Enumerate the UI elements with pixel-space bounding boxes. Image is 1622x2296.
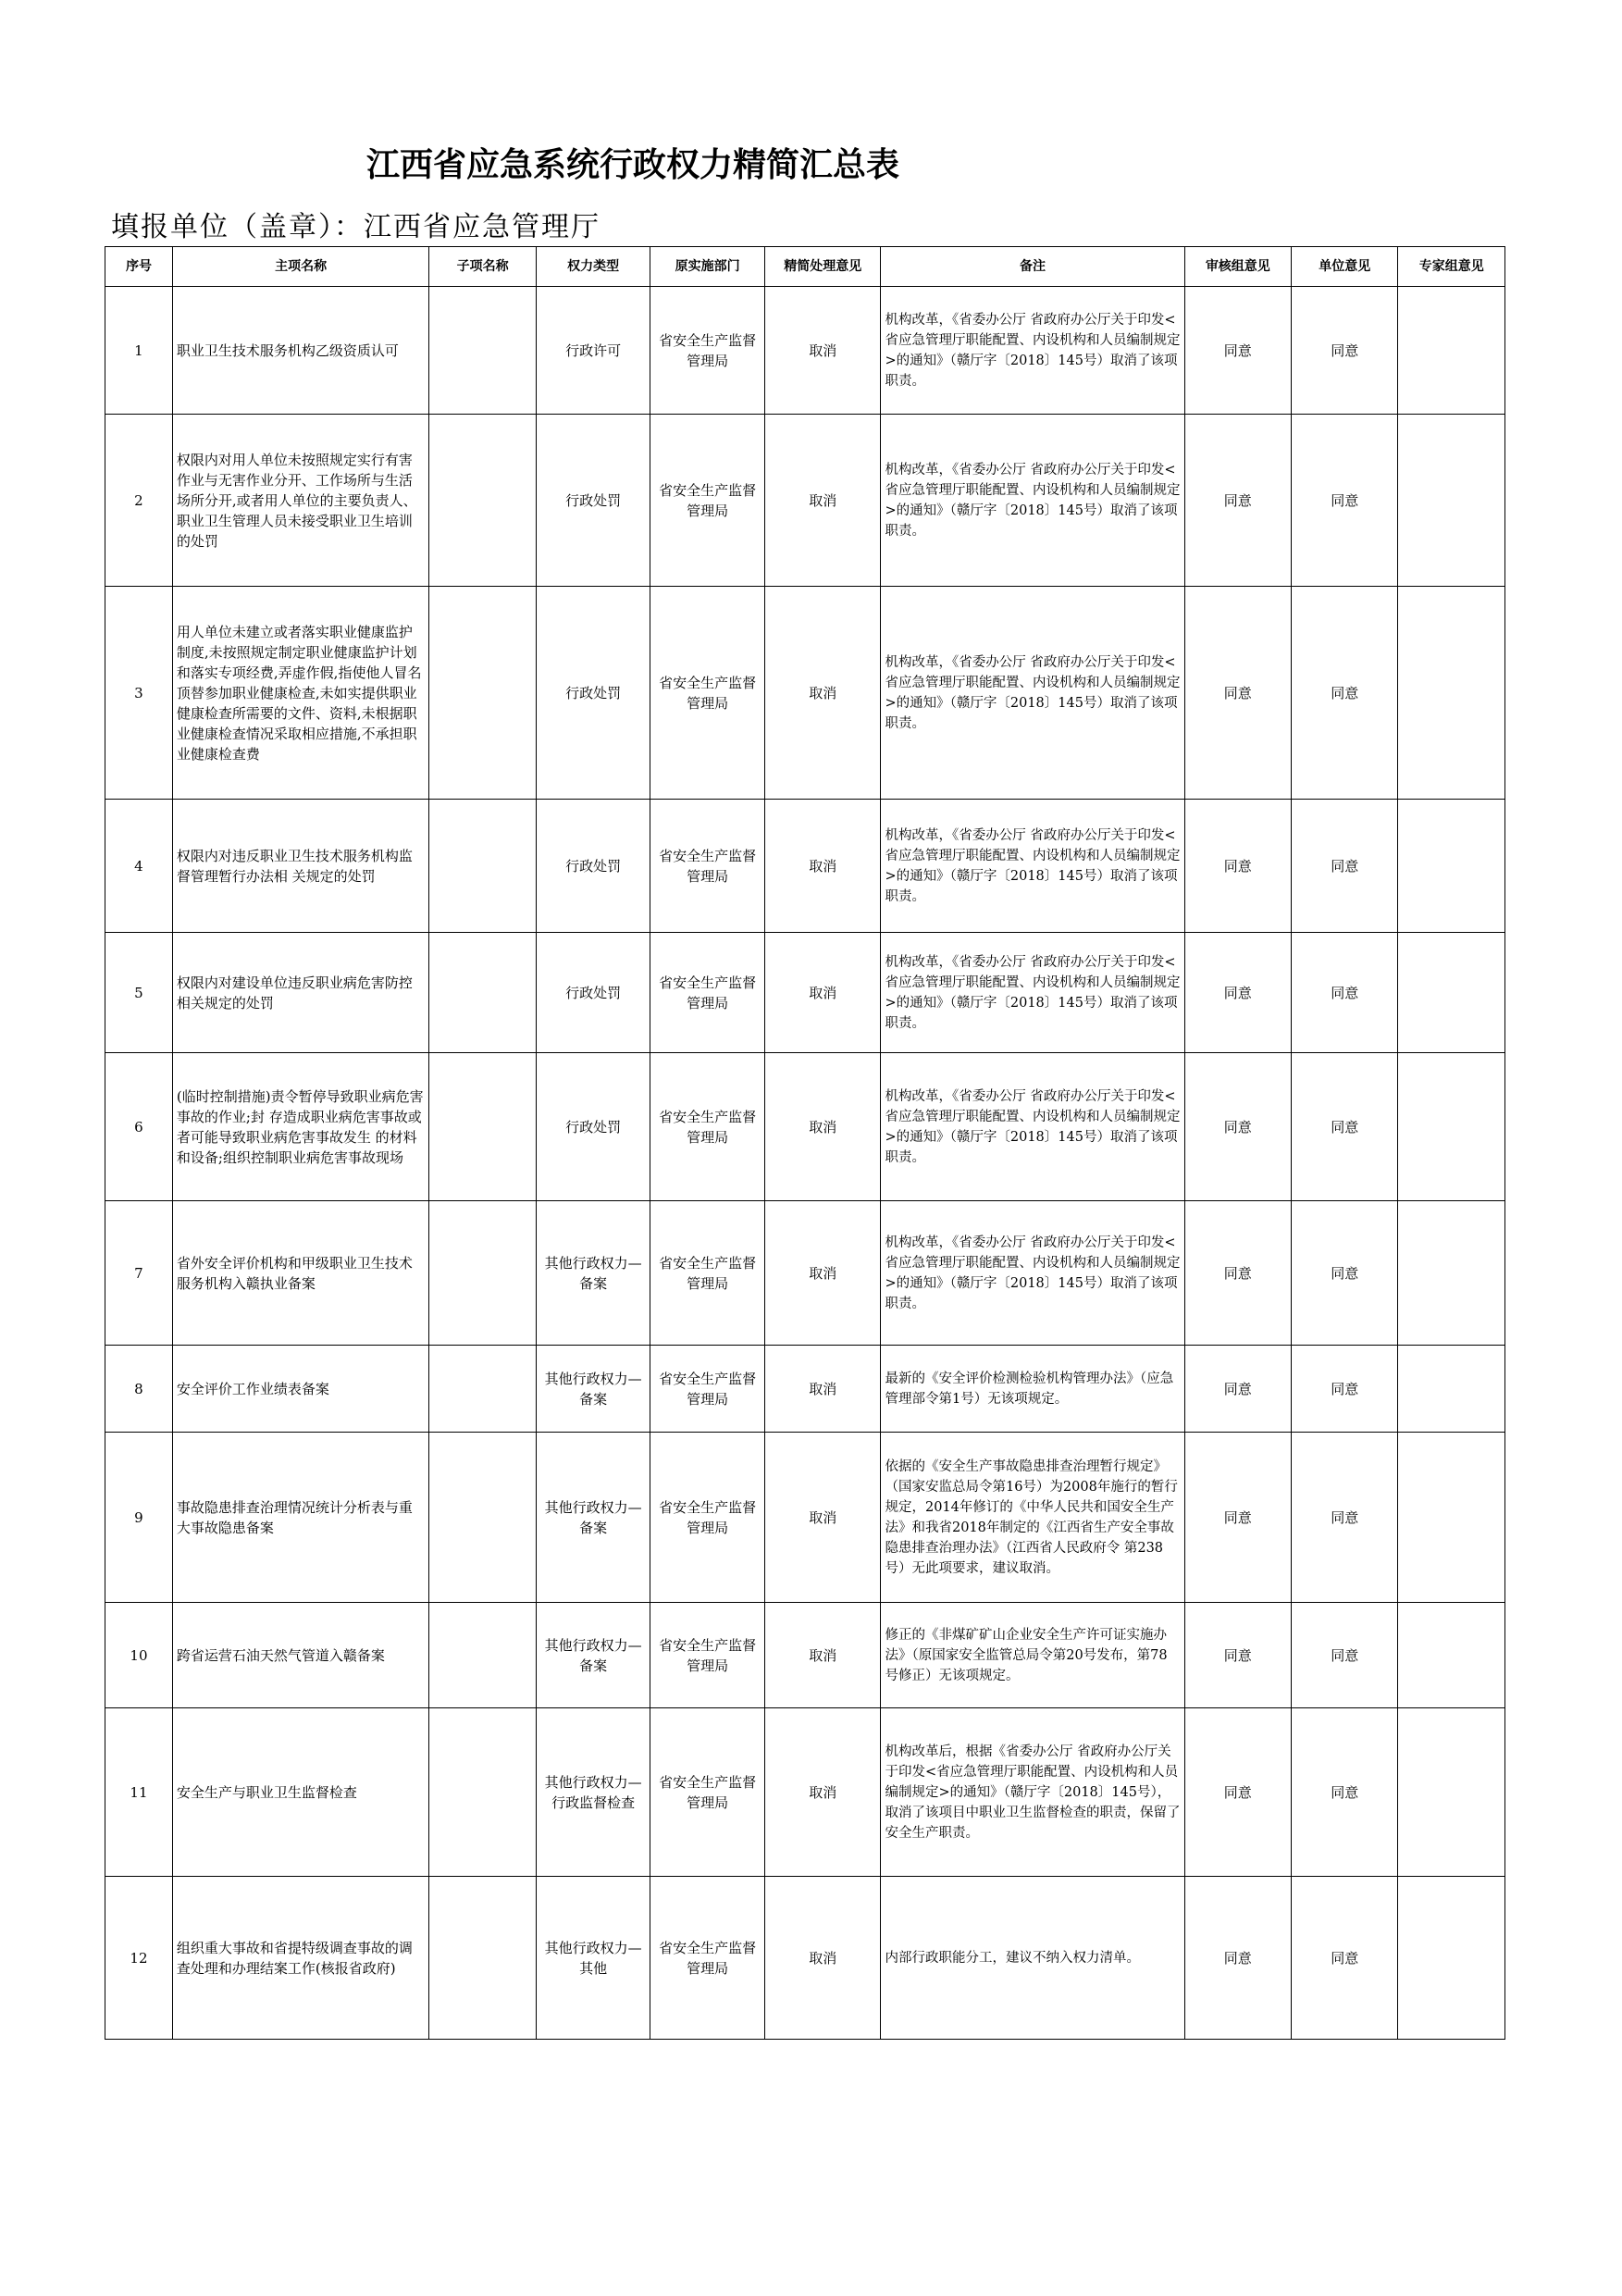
cell-expert-opinion <box>1398 1708 1505 1877</box>
cell-sub-item <box>429 800 536 933</box>
cell-item-name: 权限内对违反职业卫生技术服务机构监督管理暂行办法相 关规定的处罚 <box>172 800 428 933</box>
cell-unit-opinion: 同意 <box>1292 287 1398 415</box>
cell-note: 机构改革，《省委办公厅 省政府办公厅关于印发<省应急管理厅职能配置、内设机构和人员编制规定>的通知》（赣厅字〔2018〕145号）取消了该项职责。 <box>881 1201 1184 1346</box>
reporting-unit-label: 填报单位（盖章）：江西省应急管理厅 <box>111 211 601 243</box>
table-row <box>105 1877 1505 2040</box>
cell-review-opinion: 同意 <box>1184 1346 1291 1433</box>
cell-item-name: 安全评价工作业绩表备案 <box>172 1346 428 1433</box>
cell-original-dept: 省安全生产监督管理局 <box>650 1201 765 1346</box>
cell-unit-opinion: 同意 <box>1292 800 1398 933</box>
cell-action: 取消 <box>764 587 881 800</box>
cell-sub-item <box>429 1877 536 2040</box>
cell-original-dept: 省安全生产监督管理局 <box>650 933 765 1053</box>
table-row <box>105 1603 1505 1708</box>
cell-power-type: 其他行政权力—备案 <box>536 1603 650 1708</box>
cell-unit-opinion: 同意 <box>1292 933 1398 1053</box>
cell-action: 取消 <box>764 1708 881 1877</box>
cell-no: 12 <box>105 1877 173 2040</box>
table-row <box>105 1346 1505 1433</box>
table-row <box>105 1201 1505 1346</box>
cell-expert-opinion <box>1398 1053 1505 1201</box>
cell-no: 7 <box>105 1201 173 1346</box>
cell-original-dept: 省安全生产监督管理局 <box>650 1708 765 1877</box>
cell-note: 机构改革，《省委办公厅 省政府办公厅关于印发<省应急管理厅职能配置、内设机构和人员编制规定>的通知》（赣厅字〔2018〕145号）取消了该项职责。 <box>881 587 1184 800</box>
cell-item-name: 职业卫生技术服务机构乙级资质认可 <box>172 287 428 415</box>
cell-expert-opinion <box>1398 933 1505 1053</box>
cell-power-type: 其他行政权力—备案 <box>536 1433 650 1603</box>
cell-power-type: 行政处罚 <box>536 587 650 800</box>
cell-unit-opinion: 同意 <box>1292 415 1398 587</box>
table-row <box>105 1433 1505 1603</box>
cell-power-type: 行政处罚 <box>536 415 650 587</box>
cell-review-opinion: 同意 <box>1184 415 1291 587</box>
cell-review-opinion: 同意 <box>1184 1708 1291 1877</box>
cell-item-name: 安全生产与职业卫生监督检查 <box>172 1708 428 1877</box>
table-row <box>105 933 1505 1053</box>
cell-action: 取消 <box>764 800 881 933</box>
cell-no: 4 <box>105 800 173 933</box>
cell-item-name: 组织重大事故和省提特级调查事故的调查处理和办理结案工作(核报省政府) <box>172 1877 428 2040</box>
cell-action: 取消 <box>764 1433 881 1603</box>
cell-sub-item <box>429 1603 536 1708</box>
cell-review-opinion: 同意 <box>1184 800 1291 933</box>
col-header-unit-opinion: 单位意见 <box>1292 247 1398 287</box>
cell-item-name: 省外安全评价机构和甲级职业卫生技术服务机构入赣执业备案 <box>172 1201 428 1346</box>
cell-sub-item <box>429 587 536 800</box>
cell-unit-opinion: 同意 <box>1292 1708 1398 1877</box>
cell-unit-opinion: 同意 <box>1292 1603 1398 1708</box>
cell-no: 10 <box>105 1603 173 1708</box>
col-header-no: 序号 <box>105 247 173 287</box>
col-header-action: 精简处理意见 <box>764 247 881 287</box>
cell-original-dept: 省安全生产监督管理局 <box>650 587 765 800</box>
cell-review-opinion: 同意 <box>1184 1877 1291 2040</box>
cell-review-opinion: 同意 <box>1184 287 1291 415</box>
cell-item-name: 权限内对建设单位违反职业病危害防控相关规定的处罚 <box>172 933 428 1053</box>
cell-note: 机构改革，《省委办公厅 省政府办公厅关于印发<省应急管理厅职能配置、内设机构和人员编制规定>的通知》（赣厅字〔2018〕145号）取消了该项职责。 <box>881 415 1184 587</box>
cell-review-opinion: 同意 <box>1184 1603 1291 1708</box>
cell-unit-opinion: 同意 <box>1292 1053 1398 1201</box>
cell-note: 机构改革，《省委办公厅 省政府办公厅关于印发<省应急管理厅职能配置、内设机构和人员编制规定>的通知》（赣厅字〔2018〕145号）取消了该项职责。 <box>881 800 1184 933</box>
cell-action: 取消 <box>764 933 881 1053</box>
cell-original-dept: 省安全生产监督管理局 <box>650 1346 765 1433</box>
col-header-item-name: 主项名称 <box>172 247 428 287</box>
cell-original-dept: 省安全生产监督管理局 <box>650 1877 765 2040</box>
col-header-expert-opinion: 专家组意见 <box>1398 247 1505 287</box>
table-header-row <box>105 247 1505 287</box>
cell-review-opinion: 同意 <box>1184 1433 1291 1603</box>
cell-power-type: 行政许可 <box>536 287 650 415</box>
cell-item-name: 用人单位未建立或者落实职业健康监护制度,未按照规定制定职业健康监护计划和落实专项经费,弄虚作假,指使他人冒名顶替参加职业健康检查,未如实提供职业健康检查所需要的文件、资料,未根据职业健康检查情况采取相应措施,不承担职业健康检查费 <box>172 587 428 800</box>
cell-no: 5 <box>105 933 173 1053</box>
cell-no: 1 <box>105 287 173 415</box>
cell-expert-opinion <box>1398 1346 1505 1433</box>
cell-note: 修正的《非煤矿矿山企业安全生产许可证实施办法》（原国家安全监管总局令第20号发布，第78号修正）无该项规定。 <box>881 1603 1184 1708</box>
cell-unit-opinion: 同意 <box>1292 1346 1398 1433</box>
cell-unit-opinion: 同意 <box>1292 1433 1398 1603</box>
cell-power-type: 行政处罚 <box>536 1053 650 1201</box>
table-row <box>105 1708 1505 1877</box>
cell-original-dept: 省安全生产监督管理局 <box>650 1433 765 1603</box>
cell-item-name: (临时控制措施)责令暂停导致职业病危害事故的作业;封 存造成职业病危害事故或者可能导致职业病危害事故发生 的材料和设备;组织控制职业病危害事故现场 <box>172 1053 428 1201</box>
cell-note: 最新的《安全评价检测检验机构管理办法》（应急管理部令第1号）无该项规定。 <box>881 1346 1184 1433</box>
cell-power-type: 行政处罚 <box>536 933 650 1053</box>
col-header-sub-item: 子项名称 <box>429 247 536 287</box>
cell-power-type: 其他行政权力—其他 <box>536 1877 650 2040</box>
table-row <box>105 800 1505 933</box>
cell-sub-item <box>429 287 536 415</box>
cell-expert-opinion <box>1398 1201 1505 1346</box>
cell-sub-item <box>429 1346 536 1433</box>
cell-original-dept: 省安全生产监督管理局 <box>650 287 765 415</box>
cell-unit-opinion: 同意 <box>1292 1201 1398 1346</box>
cell-power-type: 行政处罚 <box>536 800 650 933</box>
cell-sub-item <box>429 933 536 1053</box>
cell-note: 机构改革，《省委办公厅 省政府办公厅关于印发<省应急管理厅职能配置、内设机构和人员编制规定>的通知》（赣厅字〔2018〕145号）取消了该项职责。 <box>881 1053 1184 1201</box>
cell-unit-opinion: 同意 <box>1292 587 1398 800</box>
cell-no: 11 <box>105 1708 173 1877</box>
cell-no: 3 <box>105 587 173 800</box>
cell-item-name: 事故隐患排查治理情况统计分析表与重大事故隐患备案 <box>172 1433 428 1603</box>
cell-no: 9 <box>105 1433 173 1603</box>
cell-original-dept: 省安全生产监督管理局 <box>650 800 765 933</box>
power-summary-table <box>105 246 1505 2040</box>
cell-power-type: 其他行政权力—备案 <box>536 1346 650 1433</box>
col-header-review-opinion: 审核组意见 <box>1184 247 1291 287</box>
table-row <box>105 1053 1505 1201</box>
cell-action: 取消 <box>764 1053 881 1201</box>
cell-note: 内部行政职能分工，建议不纳入权力清单。 <box>881 1877 1184 2040</box>
cell-expert-opinion <box>1398 1877 1505 2040</box>
col-header-original-dept: 原实施部门 <box>650 247 765 287</box>
cell-original-dept: 省安全生产监督管理局 <box>650 1053 765 1201</box>
cell-expert-opinion <box>1398 415 1505 587</box>
cell-power-type: 其他行政权力—备案 <box>536 1201 650 1346</box>
cell-review-opinion: 同意 <box>1184 1201 1291 1346</box>
cell-review-opinion: 同意 <box>1184 1053 1291 1201</box>
cell-note: 依据的《安全生产事故隐患排查治理暂行规定》（国家安监总局令第16号）为2008年施行的暂行规定，2014年修订的《中华人民共和国安全生产法》和我省2018年制定的《江西省生产安全事故隐患排查治理办法》（江西省人民政府令 第238号）无此项要求，建议取消。 <box>881 1433 1184 1603</box>
cell-expert-opinion <box>1398 587 1505 800</box>
cell-action: 取消 <box>764 287 881 415</box>
cell-item-name: 权限内对用人单位未按照规定实行有害作业与无害作业分开、工作场所与生活场所分开,或者用人单位的主要负责人、职业卫生管理人员未接受职业卫生培训的处罚 <box>172 415 428 587</box>
cell-power-type: 其他行政权力—行政监督检查 <box>536 1708 650 1877</box>
cell-action: 取消 <box>764 1603 881 1708</box>
table-row <box>105 587 1505 800</box>
cell-note: 机构改革，《省委办公厅 省政府办公厅关于印发<省应急管理厅职能配置、内设机构和人员编制规定>的通知》（赣厅字〔2018〕145号）取消了该项职责。 <box>881 287 1184 415</box>
cell-sub-item <box>429 1201 536 1346</box>
cell-original-dept: 省安全生产监督管理局 <box>650 1603 765 1708</box>
cell-action: 取消 <box>764 1877 881 2040</box>
cell-sub-item <box>429 415 536 587</box>
cell-original-dept: 省安全生产监督管理局 <box>650 415 765 587</box>
cell-action: 取消 <box>764 1346 881 1433</box>
cell-expert-opinion <box>1398 287 1505 415</box>
cell-sub-item <box>429 1053 536 1201</box>
cell-no: 8 <box>105 1346 173 1433</box>
col-header-note: 备注 <box>881 247 1184 287</box>
cell-action: 取消 <box>764 1201 881 1346</box>
cell-item-name: 跨省运营石油天然气管道入赣备案 <box>172 1603 428 1708</box>
cell-unit-opinion: 同意 <box>1292 1877 1398 2040</box>
cell-action: 取消 <box>764 415 881 587</box>
cell-expert-opinion <box>1398 1433 1505 1603</box>
table-row <box>105 287 1505 415</box>
cell-expert-opinion <box>1398 1603 1505 1708</box>
cell-note: 机构改革，《省委办公厅 省政府办公厅关于印发<省应急管理厅职能配置、内设机构和人员编制规定>的通知》（赣厅字〔2018〕145号）取消了该项职责。 <box>881 933 1184 1053</box>
col-header-power-type: 权力类型 <box>536 247 650 287</box>
cell-expert-opinion <box>1398 800 1505 933</box>
cell-review-opinion: 同意 <box>1184 933 1291 1053</box>
cell-note: 机构改革后，根据《省委办公厅 省政府办公厅关于印发<省应急管理厅职能配置、内设机构和人员编制规定>的通知》（赣厅字〔2018〕145号），取消了该项目中职业卫生监督检查的职责，保留了安全生产职责。 <box>881 1708 1184 1877</box>
page-title: 江西省应急系统行政权力精简汇总表 <box>366 146 900 184</box>
cell-review-opinion: 同意 <box>1184 587 1291 800</box>
table-row <box>105 415 1505 587</box>
cell-no: 2 <box>105 415 173 587</box>
cell-sub-item <box>429 1433 536 1603</box>
cell-sub-item <box>429 1708 536 1877</box>
cell-no: 6 <box>105 1053 173 1201</box>
